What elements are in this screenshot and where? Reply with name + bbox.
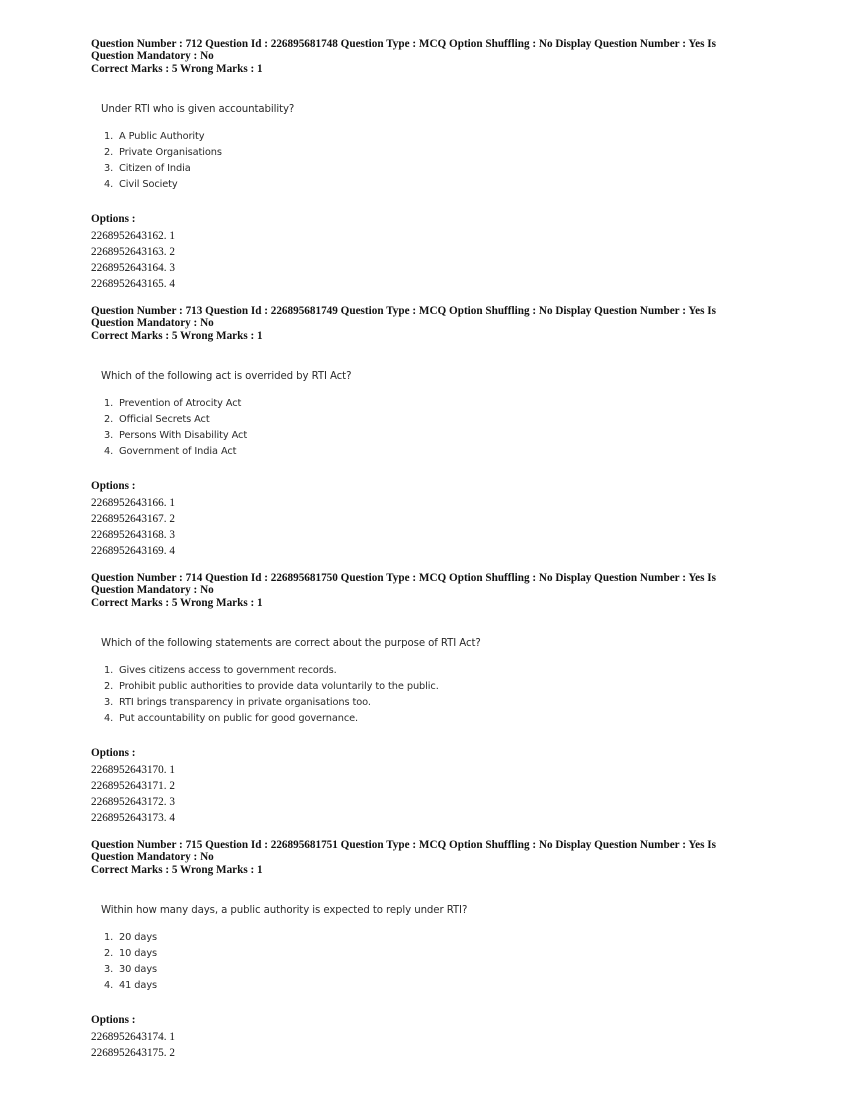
options-label: Options : — [91, 479, 136, 492]
option-id: 2268952643173. 4 — [91, 811, 175, 824]
choice-text: A Public Authority — [119, 130, 205, 142]
choice-text: Government of India Act — [119, 445, 237, 457]
option-id: 2268952643172. 3 — [91, 795, 175, 808]
question-marks: Correct Marks : 5 Wrong Marks : 1 — [91, 863, 263, 876]
answer-choice — [104, 663, 751, 679]
question-meta: Question Number : 712 Question Id : 226895681748 Question Type : MCQ Option Shuffling : No Display Question Number : Yes Is Question Mandatory : No — [91, 38, 717, 63]
choice-number: 1. — [104, 397, 114, 409]
choice-text: Put accountability on public for good governance. — [119, 712, 359, 724]
choice-number: 4. — [104, 712, 114, 724]
option-id: 2268952643164. 3 — [91, 261, 175, 274]
choice-number: 2. — [104, 680, 114, 692]
options-label: Options : — [91, 212, 136, 225]
answer-choice — [104, 962, 751, 978]
answer-choice — [104, 177, 751, 193]
question-text: Which of the following statements are correct about the purpose of RTI Act? — [101, 637, 481, 649]
question-block-713 — [91, 305, 751, 559]
question-block-712 — [91, 38, 751, 292]
option-id: 2268952643165. 4 — [91, 277, 175, 290]
choice-number: 2. — [104, 947, 114, 959]
option-id: 2268952643163. 2 — [91, 245, 175, 258]
question-content — [101, 637, 751, 727]
answer-choices — [101, 396, 751, 460]
options-label: Options : — [91, 746, 136, 759]
question-text: Under RTI who is given accountability? — [101, 103, 295, 115]
question-text: Within how many days, a public authority is expected to reply under RTI? — [101, 904, 468, 916]
choice-number: 3. — [104, 963, 114, 975]
answer-choice — [104, 930, 751, 946]
option-id: 2268952643169. 4 — [91, 544, 175, 557]
answer-choices — [101, 663, 751, 727]
options-label: Options : — [91, 1013, 136, 1026]
question-marks: Correct Marks : 5 Wrong Marks : 1 — [91, 62, 263, 75]
option-id: 2268952643162. 1 — [91, 229, 175, 242]
choice-text: 20 days — [119, 931, 158, 943]
choice-text: RTI brings transparency in private organisations too. — [119, 696, 371, 708]
answer-choice — [104, 161, 751, 177]
choice-number: 3. — [104, 696, 114, 708]
answer-choice — [104, 444, 751, 460]
answer-choice — [104, 129, 751, 145]
choice-number: 3. — [104, 429, 114, 441]
answer-choices — [101, 129, 751, 193]
question-content — [101, 103, 751, 193]
option-id: 2268952643175. 2 — [91, 1046, 175, 1059]
question-marks: Correct Marks : 5 Wrong Marks : 1 — [91, 596, 263, 609]
answer-choices — [101, 930, 751, 994]
answer-choice — [104, 412, 751, 428]
question-meta: Question Number : 714 Question Id : 226895681750 Question Type : MCQ Option Shuffling : No Display Question Number : Yes Is Question Mandatory : No — [91, 572, 717, 597]
question-content — [101, 904, 751, 994]
option-id: 2268952643166. 1 — [91, 496, 175, 509]
choice-text: Persons With Disability Act — [119, 429, 248, 441]
choice-text: Prevention of Atrocity Act — [119, 397, 242, 409]
choice-number: 1. — [104, 664, 114, 676]
answer-choice — [104, 695, 751, 711]
choice-text: Civil Society — [119, 178, 178, 190]
choice-number: 2. — [104, 413, 114, 425]
choice-text: Gives citizens access to government records. — [119, 664, 337, 676]
answer-choice — [104, 396, 751, 412]
choice-number: 1. — [104, 931, 114, 943]
choice-number: 4. — [104, 979, 114, 991]
question-text: Which of the following act is overrided by RTI Act? — [101, 370, 352, 382]
option-id: 2268952643170. 1 — [91, 763, 175, 776]
choice-number: 4. — [104, 445, 114, 457]
choice-text: 41 days — [119, 979, 158, 991]
option-id: 2268952643171. 2 — [91, 779, 175, 792]
choice-text: Citizen of India — [119, 162, 191, 174]
choice-text: 10 days — [119, 947, 158, 959]
choice-number: 3. — [104, 162, 114, 174]
question-meta: Question Number : 713 Question Id : 226895681749 Question Type : MCQ Option Shuffling : No Display Question Number : Yes Is Question Mandatory : No — [91, 305, 717, 330]
choice-number: 2. — [104, 146, 114, 158]
question-meta: Question Number : 715 Question Id : 226895681751 Question Type : MCQ Option Shuffling : No Display Question Number : Yes Is Question Mandatory : No — [91, 839, 717, 864]
question-block-715 — [91, 839, 751, 1061]
answer-choice — [104, 946, 751, 962]
choice-text: Official Secrets Act — [119, 413, 210, 425]
answer-choice — [104, 145, 751, 161]
question-marks: Correct Marks : 5 Wrong Marks : 1 — [91, 329, 263, 342]
choice-number: 1. — [104, 130, 114, 142]
answer-choice — [104, 428, 751, 444]
choice-text: Prohibit public authorities to provide data voluntarily to the public. — [119, 680, 439, 692]
option-id: 2268952643174. 1 — [91, 1030, 175, 1043]
question-content — [101, 370, 751, 460]
question-block-714 — [91, 572, 751, 826]
option-id: 2268952643167. 2 — [91, 512, 175, 525]
choice-text: 30 days — [119, 963, 158, 975]
choice-number: 4. — [104, 178, 114, 190]
option-id: 2268952643168. 3 — [91, 528, 175, 541]
choice-text: Private Organisations — [119, 146, 222, 158]
answer-choice — [104, 679, 751, 695]
answer-choice — [104, 978, 751, 994]
answer-choice — [104, 711, 751, 727]
